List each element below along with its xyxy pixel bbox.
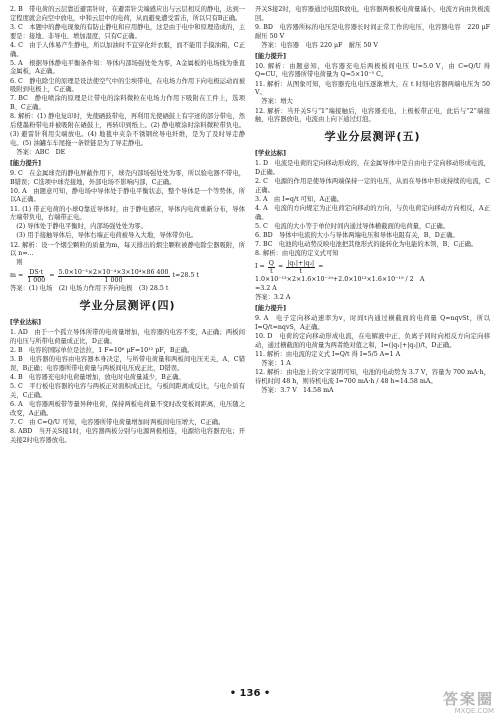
watermark-url: MXQE.COM — [454, 707, 494, 715]
answer-line: 答案：ABC DE — [10, 148, 66, 156]
answer-line: 4. B 电容器充电时电荷量增加，放电时电荷量减少，B正确。 — [10, 373, 185, 381]
answer-line: 答案：1 A — [255, 359, 291, 367]
answer-line: 3. C 本题中的静电现象的有防止静电和应用静电，这是由于电中和原理造成的，主要是：接地、非导电、增加湿度，只有C正确。 — [10, 23, 245, 40]
answer-line: 10. A 由题意可知，静电场中导体处于静电平衡状态，整个导体是一个等势体，所以A正确。 — [10, 187, 245, 204]
answer-line: 7. BC 静电喷涂的原理是让带电的涂料微粒在电场力作用下吸附在工件上，选项B、C正确。 — [10, 95, 245, 112]
fraction — [58, 269, 170, 284]
subsection-label-ability: [能力提升] — [10, 159, 41, 167]
answer-line: 3. B 电容器的电容由电容器本身决定，与所带电荷量和两板间电压无关，A、C错误，B正确；电容器所带电荷量与两板间电压成正比，D错误。 — [10, 355, 245, 372]
fraction-denominator: 1 000 — [27, 277, 46, 285]
answer-line: 2. B 带电荷的云层靠近避雷针时，在避雷针尖端感应出与云层相反的静电，达到一定程度就会向空中放电，中和云层中的电荷，从而避免遭受雷击，所以只有B正确。 — [10, 6, 245, 22]
section-title-four: 学业分层测评(四) — [79, 299, 176, 313]
subsection-label-ability: [能力提升] — [255, 52, 286, 60]
answer-line: 4. A 电流的方向规定为正电荷定向移动的方向，与负电荷定向移动方向相反，A正确。 — [255, 204, 490, 221]
fraction-numerator: 5.0×10⁻³×2×10⁻⁴×3×10⁴×86 400 — [58, 269, 169, 277]
answer-line: 10. D 电荷的定向移动形成电流，在电解液中正、负离子同时向相反方向定向移动，通过横截面的电荷量为两者绝对值之和，I=(|q₁|+|q₂|)/t，D正确。 — [255, 332, 490, 349]
answer-line: 答案：电容器 电容 220 μF 耐压 50 V — [255, 41, 378, 49]
right-column — [255, 6, 497, 682]
answer-line: 5. C 平行板电容器的电容与两板正对面积成正比，与板间距离成反比，与电介质有关，C正确。 — [10, 382, 245, 399]
answer-line: 1. AD 由于一个孤立导体所带的电荷量增加，电容器的电容不变，A正确；两板间的电压与所带电荷量成正比，D正确。 — [10, 328, 245, 345]
fraction-denominator: 1 000 — [104, 277, 123, 285]
answer-line: 8. ABD 当开关S接1时，电容器两板分别与电源两极相连，电源给电容器充电；开关接2时电容器放电。 — [10, 427, 245, 444]
page-number: • 136 • — [229, 688, 271, 699]
fraction-denominator: t — [299, 267, 302, 275]
formula-suffix: t≈28.5 t — [172, 272, 199, 280]
answer-line: 9. A 电子定向移动速率为v，时间t内通过横截面的电荷量 Q=nqvSt，所以 I=Q/t=nqvS，A正确。 — [255, 314, 490, 331]
subsection-label-standard: [学业达标] — [255, 150, 286, 158]
two-column-body — [10, 6, 497, 682]
answer-line: 12. 解析：由电池上的文字说明可知，电池的电动势为 3.7 V，容量为 700 mA·h，待机时间 48 h，则待机电流 I=700 mA·h / 48 h≈14.58 mA。 — [255, 368, 490, 385]
fraction — [26, 269, 46, 284]
subsection-label-ability: [能力提升] — [255, 305, 286, 313]
answer-line: 11. (1) 带正电荷的小球Q靠近导体时，由于静电感应，导体内电荷重新分布，导体左端带负电，右端带正电。 — [10, 205, 245, 222]
answer-line: 5. C 电流的大小等于单位时间内通过导体横截面的电荷量，C正确。 — [255, 222, 449, 230]
left-column — [10, 6, 245, 682]
answer-line: 9. BD 电容器所标的电压是电容器长时间正常工作的电压，电容器电容 220 μF 耐压 50 V — [255, 23, 497, 40]
formula-current — [255, 260, 490, 275]
answer-line: 1. D 电流是电荷的定向移动形成的，在金属导体中是自由电子定向移动形成电流，D正确。 — [255, 159, 490, 176]
answer-line: 11. 解析：由电流的定义式 I=Q/t 得 I=5/5 A=1 A — [255, 350, 401, 358]
answer-line: 7. BC 电池的电动势反映电池把其他形式的能转化为电能的本领，B、C正确。 — [255, 240, 478, 248]
subsection-label-standard: [学业达标] — [10, 319, 41, 327]
answer-line: 11. 解析：从图象可知，电容器充电电压逐渐增大，在 t 时刻电容器两端电压为 50 V。 — [255, 80, 490, 97]
site-watermark — [402, 689, 494, 715]
formula-mass — [10, 269, 245, 284]
answer-line: 答案：3.7 V 14.58 mA — [255, 386, 334, 394]
answer-line: 开关S接2时，电容器通过电阻R放电，电容器两极板电荷量减小，电流方向由负极流回。 — [255, 6, 490, 22]
answer-line: 4. C 由于人体易产生静电，所以加油时不宜穿化纤衣服，而不能用手摸油箱，C正确。 — [10, 41, 245, 58]
answer-line: 答案：3.2 A — [255, 293, 291, 301]
answer-line: 7. C 由 C=Q/U 可知，电容器所带电荷量增加时两板间电压增大，C正确。 — [10, 418, 225, 426]
answer-line: 6. A 电容器两板带等量异种电荷，保持两板电荷量不变时改变板间距离，电压随之改变，A正确。 — [10, 400, 245, 417]
fraction-numerator: |q₁|+|q₂| — [287, 259, 315, 267]
fraction-numerator: DS·t — [29, 269, 44, 277]
answer-line: 5. A 根据导体静电平衡条件知：导体内部场强处处为零，A金属板的电场线为垂直金属板，A正确。 — [10, 59, 245, 76]
answer-line: 6. BD 导体中电流的大小与导体两端电压和导体电阻有关，B、D正确。 — [255, 231, 459, 239]
answer-line: 2. C 电源的作用是使导体两端保持一定的电压，从而在导体中形成持续的电流，C正确。 — [255, 177, 490, 194]
answer-line: 12. 解析：当开关S与“1”端接触后，电容器充电，上极板带正电，此后与“2”端接触，电容器放电，电流由上向下通过灯泡。 — [255, 107, 490, 124]
formula-suffix: = — [318, 262, 324, 270]
answer-line: 3. A 由 I=q/t 可知，A正确。 — [255, 195, 343, 203]
answer-line: 8. 解析：由电流的定义式可知 — [255, 249, 339, 257]
answer-line: 答案：增大 — [255, 98, 293, 106]
section-title-five: 学业分层测评(五) — [324, 130, 421, 144]
answer-line: 答案：(1) 电场 (2) 电场力作用下奔向电极 (3) 28.5 t — [10, 285, 169, 293]
formula-prefix: I = — [255, 262, 265, 270]
answer-line: (2) 导体处于静电平衡时，内部场强处处为零。 — [10, 223, 147, 231]
fraction — [286, 260, 315, 275]
answer-line: 12. 解析：设一个烟尘颗粒的质量为m，每天排出的烟尘颗粒被静电除尘器吸附，所以 n=... — [10, 241, 245, 258]
answer-line: 9. C 在金属球壳的静电屏蔽作用下，球壳内部场强处处为零，所以验电器不带电，B错误；C选项中球壳接地，外部电场不影响内部，C正确。 — [10, 169, 245, 186]
fraction-numerator: Q — [268, 259, 274, 267]
fraction-denominator: t — [270, 267, 273, 275]
watermark-text: 答案圈 — [442, 690, 494, 708]
answer-line: (3) 用手接触导体后，导体右端正电荷被导入大地，导体带负电。 — [10, 232, 198, 240]
formula-equals: = — [49, 272, 55, 280]
formula-equals: = — [277, 262, 284, 270]
formula-line: 1.0×10⁻¹³×2×1.6×10⁻¹⁹+2.0×10¹³×1.6×10⁻¹⁹ / 2 A — [255, 275, 425, 283]
formula-result: =3.2 A — [255, 284, 277, 292]
answer-line: 10. 解析：由题意知，电容器充电后两极板间电压 U=5.0 V，由 C=Q/U 得 Q=CU，电容器所带电荷量为 Q=5×10⁻⁵ C。 — [255, 62, 490, 79]
answer-line: 则 — [10, 259, 23, 267]
formula-prefix: m = — [10, 272, 24, 280]
fraction — [268, 260, 275, 275]
answer-line: 8. 解析：(1) 静电复印时，先使硒鼓带电，再利用光使硒鼓上有字迹的部分带电，然后使墨粉带电并被吸附在硒鼓上，再转印到纸上。(2) 静电喷涂时涂料微粒带负电。(3) 避雷针利用尖端放电。(4) 地毯中夹杂不锈钢丝导电纤维，是为了及时导走静电。(5) 油罐车车尾拖一条铁链是为了导走静电。 — [10, 113, 245, 147]
answer-line: 6. C 静电除尘的原理是设法使空气中的尘埃带电，在电场力作用下向电极运动而被吸附到电极上，C正确。 — [10, 77, 245, 94]
answer-line: 2. B 电容的国际单位是法拉，1 F=10⁶ μF=10¹² pF，B正确。 — [10, 346, 194, 354]
